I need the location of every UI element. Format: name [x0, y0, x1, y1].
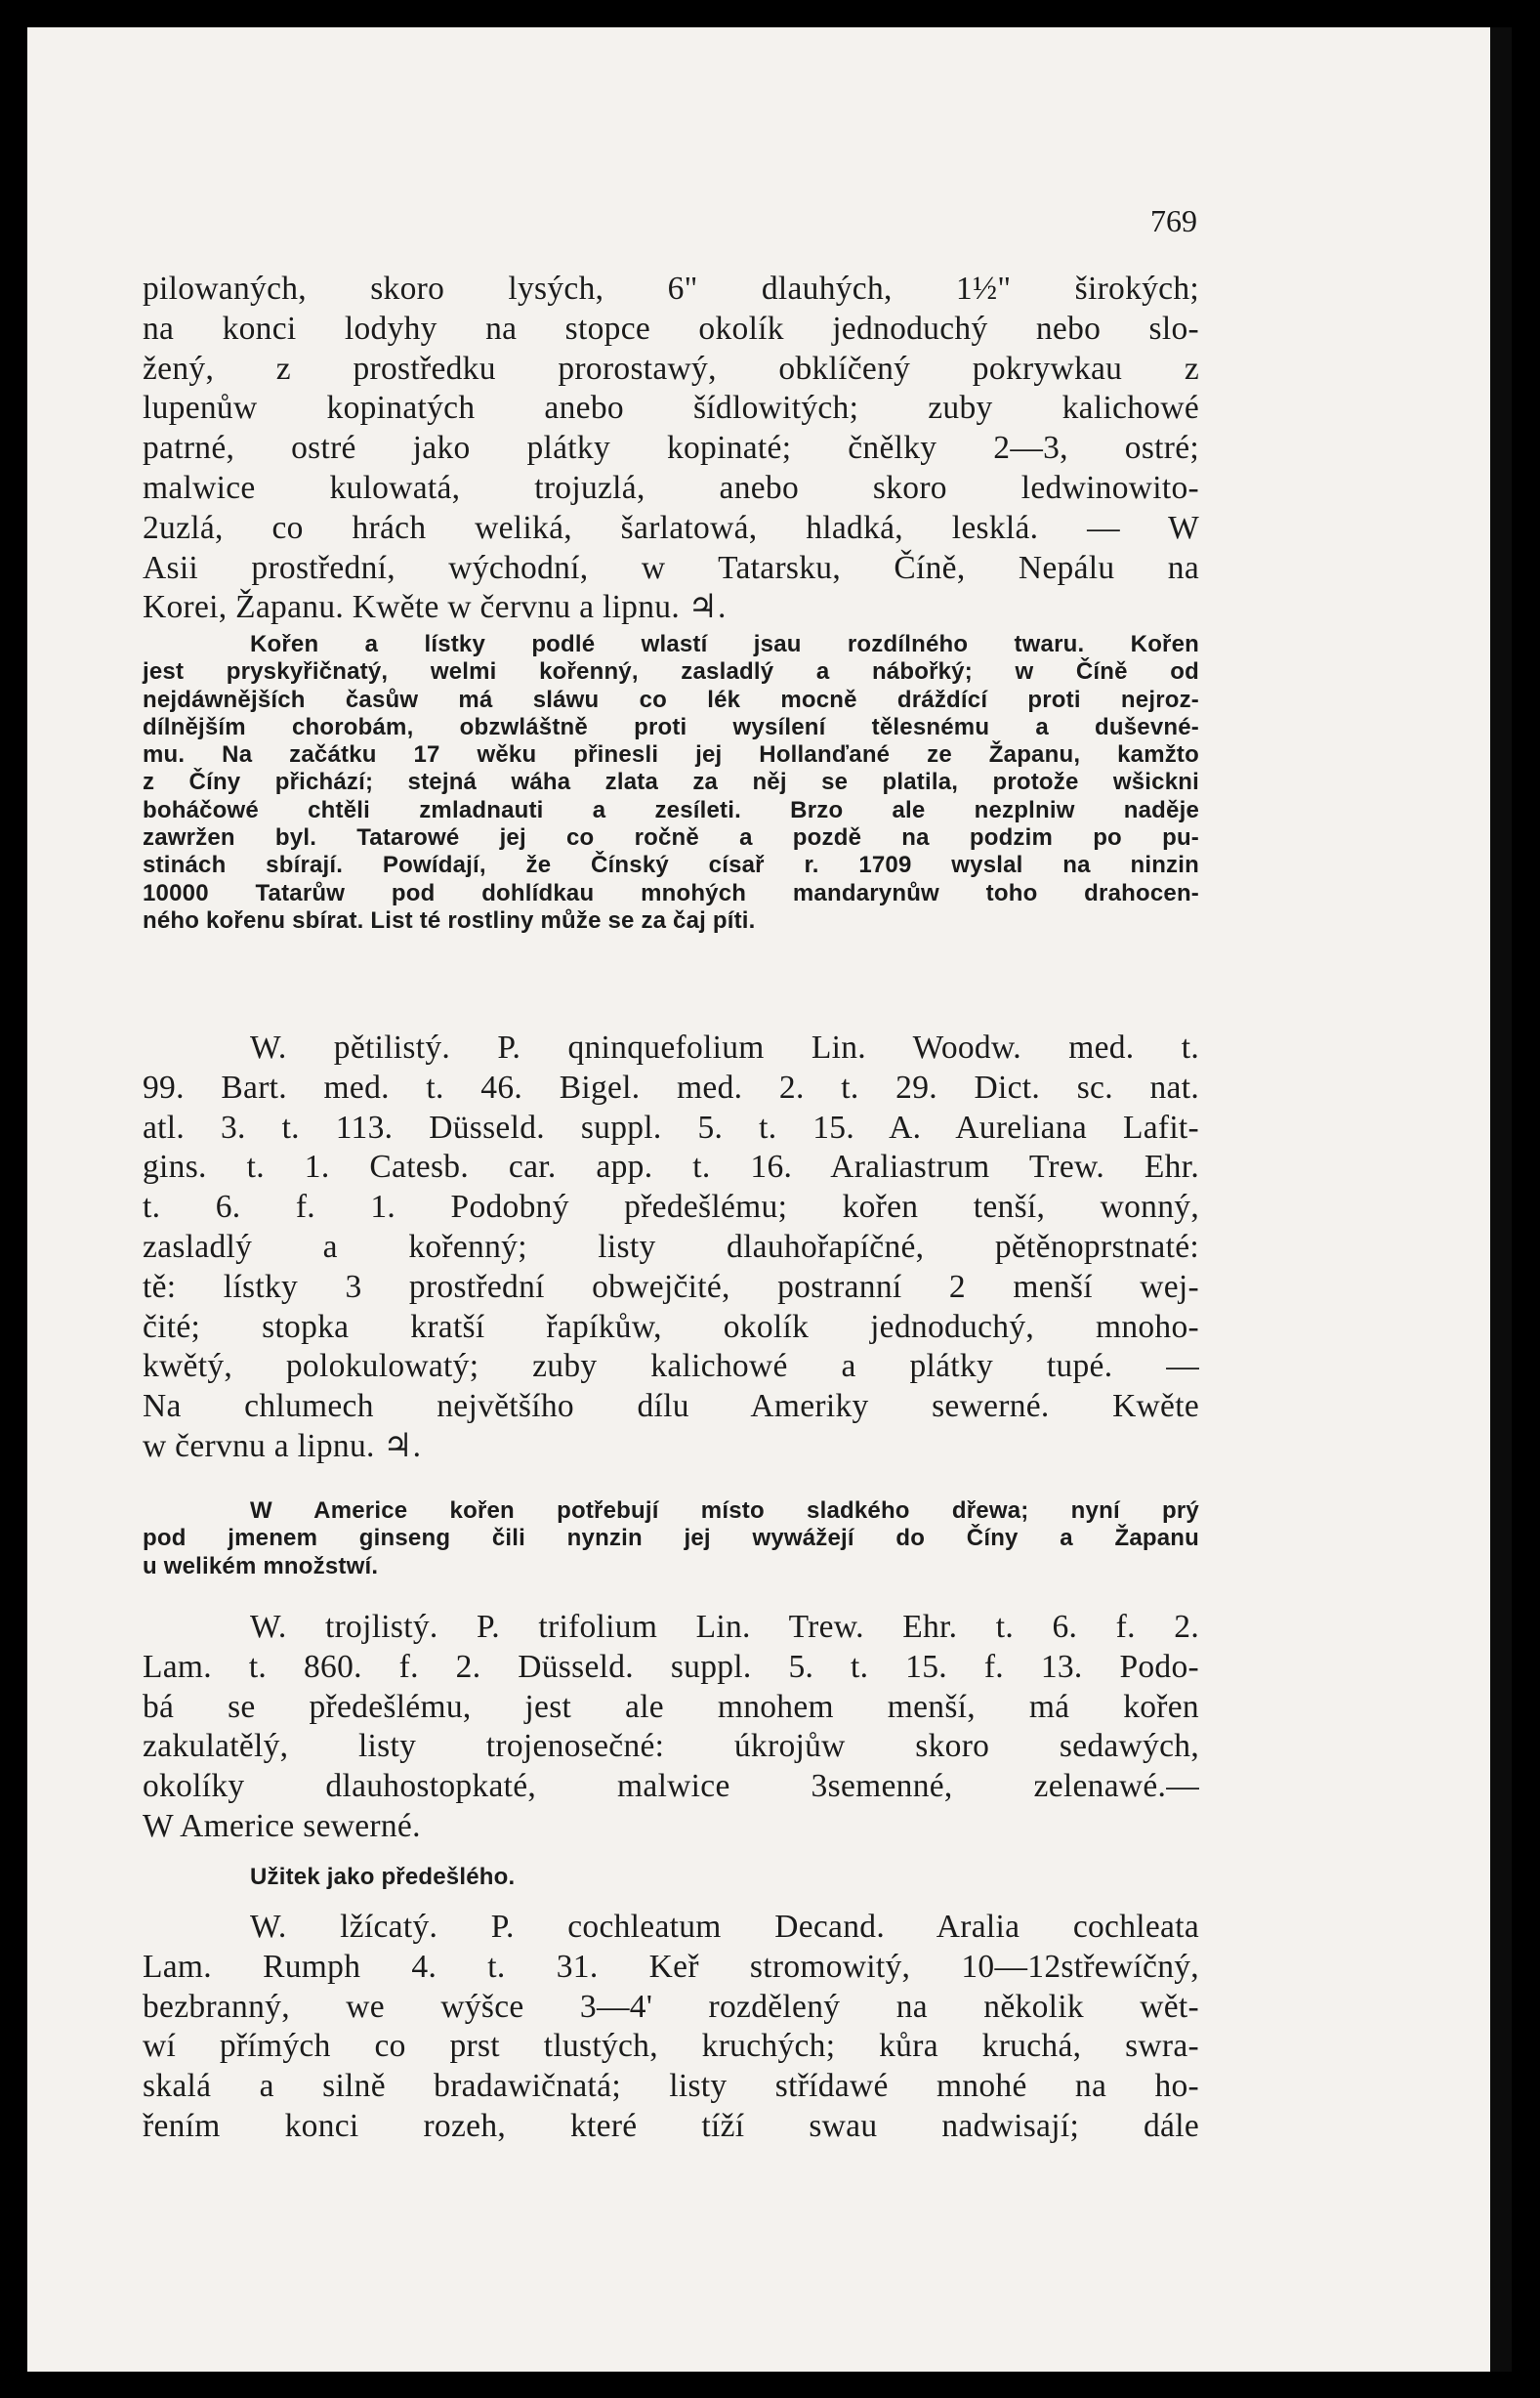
text-line: žený, z prostředku prorostawý, obklíčený pokrywkau z — [143, 350, 1199, 387]
text-line: W. lžícatý. P. cochleatum Decand. Aralia cochleata — [250, 1909, 1199, 1945]
paragraph-panax-trifolium — [143, 1608, 1199, 1847]
text-line: W. pětilistý. P. qninquefolium Lin. Woodw. med. t. — [250, 1030, 1199, 1066]
text-line: w červnu a lipnu. ♃. — [143, 1427, 422, 1464]
text-line: stinách sbírají. Powídají, že Čínský císař r. 1709 wyslal na ninzin — [143, 852, 1199, 879]
text-line: W Americe kořen potřebují místo sladkého dřewa; nyní prý — [250, 1497, 1199, 1524]
text-line: 2uzlá, co hrách weliká, šarlatowá, hladká, lesklá. — W — [143, 509, 1199, 546]
text-line: dílnějším chorobám, obzwláštně proti wysílení tělesnému a duševné- — [143, 713, 1199, 740]
text-line: Korei, Žapanu. Kwěte w červnu a lipnu. ♃. — [143, 589, 727, 626]
text-line: skalá a silně bradawičnatá; listy střídawé mnohé na ho- — [143, 2068, 1199, 2105]
text-line: pod jmenem ginseng čili nynzin jej wywážejí do Číny a Žapanu — [143, 1525, 1199, 1552]
text-line: pilowaných, skoro lysých, 6" dlauhých, 1½" širokých; — [143, 271, 1199, 307]
note-ginseng-root — [143, 631, 1199, 935]
text-line: Užitek jako předešlého. — [250, 1864, 516, 1890]
text-line: Asii prostřední, wýchodní, w Tatarsku, Číně, Nepálu na — [143, 549, 1199, 586]
text-line: nejdáwnějších časůw má sláwu co lék mocně dráždící proti nejroz- — [143, 686, 1199, 713]
text-line: gins. t. 1. Catesb. car. app. t. 16. Araliastrum Trew. Ehr. — [143, 1149, 1199, 1186]
text-line: W. trojlistý. P. trifolium Lin. Trew. Ehr. t. 6. f. 2. — [250, 1609, 1199, 1645]
text-line: bezbranný, we wýšce 3—4' rozdělený na několik wět- — [143, 1988, 1199, 2025]
page-number: 769 — [1150, 203, 1197, 238]
text-line: tě: lístky 3 prostřední obwejčité, postranní 2 menší wej- — [143, 1268, 1199, 1305]
paragraph-panax-ginseng-description — [143, 270, 1199, 628]
text-line: z Číny přichází; stejná wáha zlata za něj se platila, protože wšickni — [143, 769, 1199, 796]
note-use — [143, 1864, 1199, 1891]
text-line: W Americe sewerné. — [143, 1807, 421, 1844]
text-line: Kořen a lístky podlé wlastí jsau rozdílného twaru. Kořen — [250, 631, 1199, 657]
text-line: mu. Na začátku 17 wěku přinesli jej Hollanďané ze Žapanu, kamžto — [143, 741, 1199, 769]
scan-edge — [1490, 27, 1512, 2372]
text-line: zakulatělý, listy trojenosečné: úkrojůw skoro sedawých, — [143, 1728, 1199, 1765]
text-line: patrné, ostré jako plátky kopinaté; čnělky 2—3, ostré; — [143, 430, 1199, 467]
text-line: bá se předešlému, jest ale mnohem menší, má kořen — [143, 1688, 1199, 1725]
text-line: zasladlý a kořenný; listy dlauhořapíčné, pětěnoprstnaté: — [143, 1228, 1199, 1265]
text-line: ného kořenu sbírat. List té rostliny může se za čaj píti. — [143, 906, 756, 934]
text-line: okolíky dlauhostopkaté, malwice 3semenné, zelenawé.— — [143, 1768, 1199, 1805]
note-america-ginseng — [143, 1497, 1199, 1580]
text-line: kwětý, polokulowatý; zuby kalichowé a plátky tupé. — — [143, 1348, 1199, 1385]
text-line: zawržen byl. Tatarowé jej co ročně a pozdě na podzim po pu- — [143, 824, 1199, 852]
text-line: Lam. t. 860. f. 2. Düsseld. suppl. 5. t. 15. f. 13. Podo- — [143, 1648, 1199, 1685]
text-line: boháčowé chtěli zmladnauti a zesíleti. Brzo ale nezplniw naděje — [143, 796, 1199, 823]
text-line: atl. 3. t. 113. Düsseld. suppl. 5. t. 15. A. Aureliana Lafit- — [143, 1109, 1199, 1146]
paragraph-panax-quinquefolium — [143, 1029, 1199, 1467]
text-line: 99. Bart. med. t. 46. Bigel. med. 2. t. 29. Dict. sc. nat. — [143, 1069, 1199, 1106]
text-line: malwice kulowatá, trojuzlá, anebo skoro ledwinowito- — [143, 469, 1199, 506]
text-line: jest pryskyřičnatý, welmi kořenný, zasladlý a nábořký; w Číně od — [143, 658, 1199, 686]
text-line: lupenůw kopinatých anebo šídlowitých; zuby kalichowé — [143, 390, 1199, 427]
text-line: Lam. Rumph 4. t. 31. Keř stromowitý, 10—12střewíčný, — [143, 1948, 1199, 1985]
paragraph-panax-cochleatum — [143, 1908, 1199, 2147]
book-page — [27, 27, 1512, 2372]
text-line: wí přímých co prst tlustých, kruchých; kůra kruchá, swra- — [143, 2028, 1199, 2065]
text-line: t. 6. f. 1. Podobný předešlému; kořen tenší, wonný, — [143, 1189, 1199, 1226]
text-line: na konci lodyhy na stopce okolík jednoduchý nebo slo- — [143, 310, 1199, 347]
text-line: čité; stopka kratší řapíkůw, okolík jednoduchý, mnoho- — [143, 1308, 1199, 1345]
text-line: 10000 Tatarůw pod dohlídkau mnohých mandarynůw toho drahocen- — [143, 879, 1199, 906]
text-line: řením konci rozeh, které tíží swau nadwisají; dále — [143, 2107, 1199, 2144]
text-line: u welikém množstwí. — [143, 1552, 379, 1579]
text-line: Na chlumech největšího dílu Ameriky sewerné. Kwěte — [143, 1388, 1199, 1425]
